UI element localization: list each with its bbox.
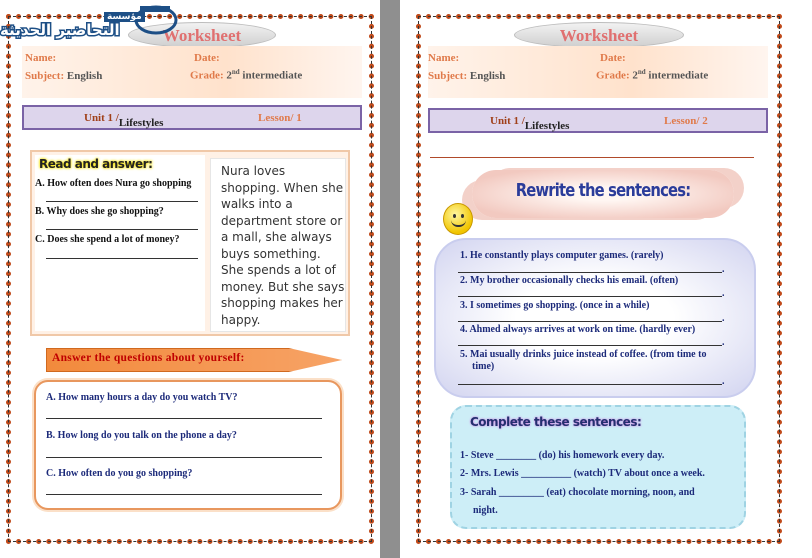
- worksheet-title: Worksheet: [514, 22, 684, 48]
- subject-field: Subject: English: [25, 70, 103, 82]
- rewrite-cloud: [472, 170, 734, 218]
- grade-field: Grade: 2nd intermediate: [596, 68, 709, 82]
- about-question-b: B. How long do you talk on the phone a day?: [46, 430, 237, 441]
- rewrite-title: Rewrite the sentences:: [515, 180, 691, 201]
- read-question-c: C. Does she spend a lot of money?: [35, 234, 180, 245]
- grade-field: Grade: 2nd intermediate: [190, 68, 303, 82]
- unit-bar: Unit 1 / Lifestyles Lesson/ 2: [428, 108, 768, 133]
- publisher-logo: [0, 2, 185, 40]
- date-label: Date:: [600, 52, 626, 64]
- rewrite-item-1: 1. He constantly plays computer games. (rarely): [460, 250, 664, 261]
- answer-about-yourself-title: Answer the questions about yourself:: [52, 352, 245, 364]
- about-question-a: A. How many hours a day do you watch TV?: [46, 392, 238, 403]
- read-question-b: B. Why does she go shopping?: [35, 206, 164, 217]
- reading-passage: Nura loves shopping. When she walks into a department store or a mall, she always buys something. She spends a lot of money. But she says shopping makes her happy.: [210, 158, 346, 332]
- subject-field: Subject: English: [428, 70, 506, 82]
- rewrite-item-3: 3. I sometimes go shopping. (once in a while): [460, 300, 650, 311]
- rewrite-item-4: 4. Ahmed always arrives at work on time. (hardly ever): [460, 324, 696, 335]
- answer-line[interactable]: [46, 494, 322, 495]
- rewrite-item-5: 5. Mai usually drinks juice instead of coffee. (from time to: [460, 349, 707, 360]
- rewrite-item-2: 2. My brother occasionally checks his email. (often): [460, 275, 679, 286]
- answer-line[interactable]: [46, 418, 322, 419]
- student-info-header: [22, 46, 362, 98]
- logo-text-main: التحاضير الحديثة: [0, 21, 120, 39]
- answer-line[interactable]: [46, 457, 322, 458]
- lesson-label: Lesson/ 2: [664, 115, 708, 127]
- read-question-a: A. How often does Nura go shopping: [35, 178, 192, 189]
- worksheet-title: Worksheet: [128, 22, 276, 48]
- name-label: Name:: [428, 52, 460, 64]
- answer-line[interactable]: [458, 321, 722, 322]
- complete-item-1: 1- Steve ________ (do) his homework every day.: [460, 450, 665, 461]
- name-label: Name:: [25, 52, 57, 64]
- divider: [430, 157, 754, 158]
- answer-line[interactable]: [458, 384, 722, 385]
- answer-line[interactable]: [46, 258, 198, 259]
- answer-line[interactable]: [46, 229, 198, 230]
- lesson-label: Lesson/ 1: [258, 112, 302, 124]
- about-question-c: C. How often do you go shopping?: [46, 468, 193, 479]
- complete-item-3: 3- Sarah _________ (eat) chocolate morning, noon, and: [460, 487, 695, 498]
- smiley-icon: [443, 203, 473, 235]
- student-info-header: [428, 46, 768, 98]
- answer-line[interactable]: [458, 272, 722, 273]
- rewrite-box: [434, 238, 756, 398]
- unit-bar: Unit 1 / Lifestyles Lesson/ 1: [22, 105, 362, 130]
- complete-item-2: 2- Mrs. Lewis __________ (watch) TV about once a week.: [460, 468, 705, 479]
- complete-title: Complete these sentences:: [470, 415, 642, 429]
- worksheet-page-1: [0, 0, 380, 558]
- answer-line[interactable]: [458, 345, 722, 346]
- answer-line[interactable]: [46, 201, 198, 202]
- complete-item-3-cont: night.: [473, 505, 498, 516]
- rewrite-item-5-cont: time): [472, 361, 495, 372]
- read-and-answer-title: Read and answer:: [39, 157, 153, 171]
- answer-line[interactable]: [458, 296, 722, 297]
- logo-text-top: مؤسسة: [104, 12, 145, 22]
- date-label: Date:: [194, 52, 220, 64]
